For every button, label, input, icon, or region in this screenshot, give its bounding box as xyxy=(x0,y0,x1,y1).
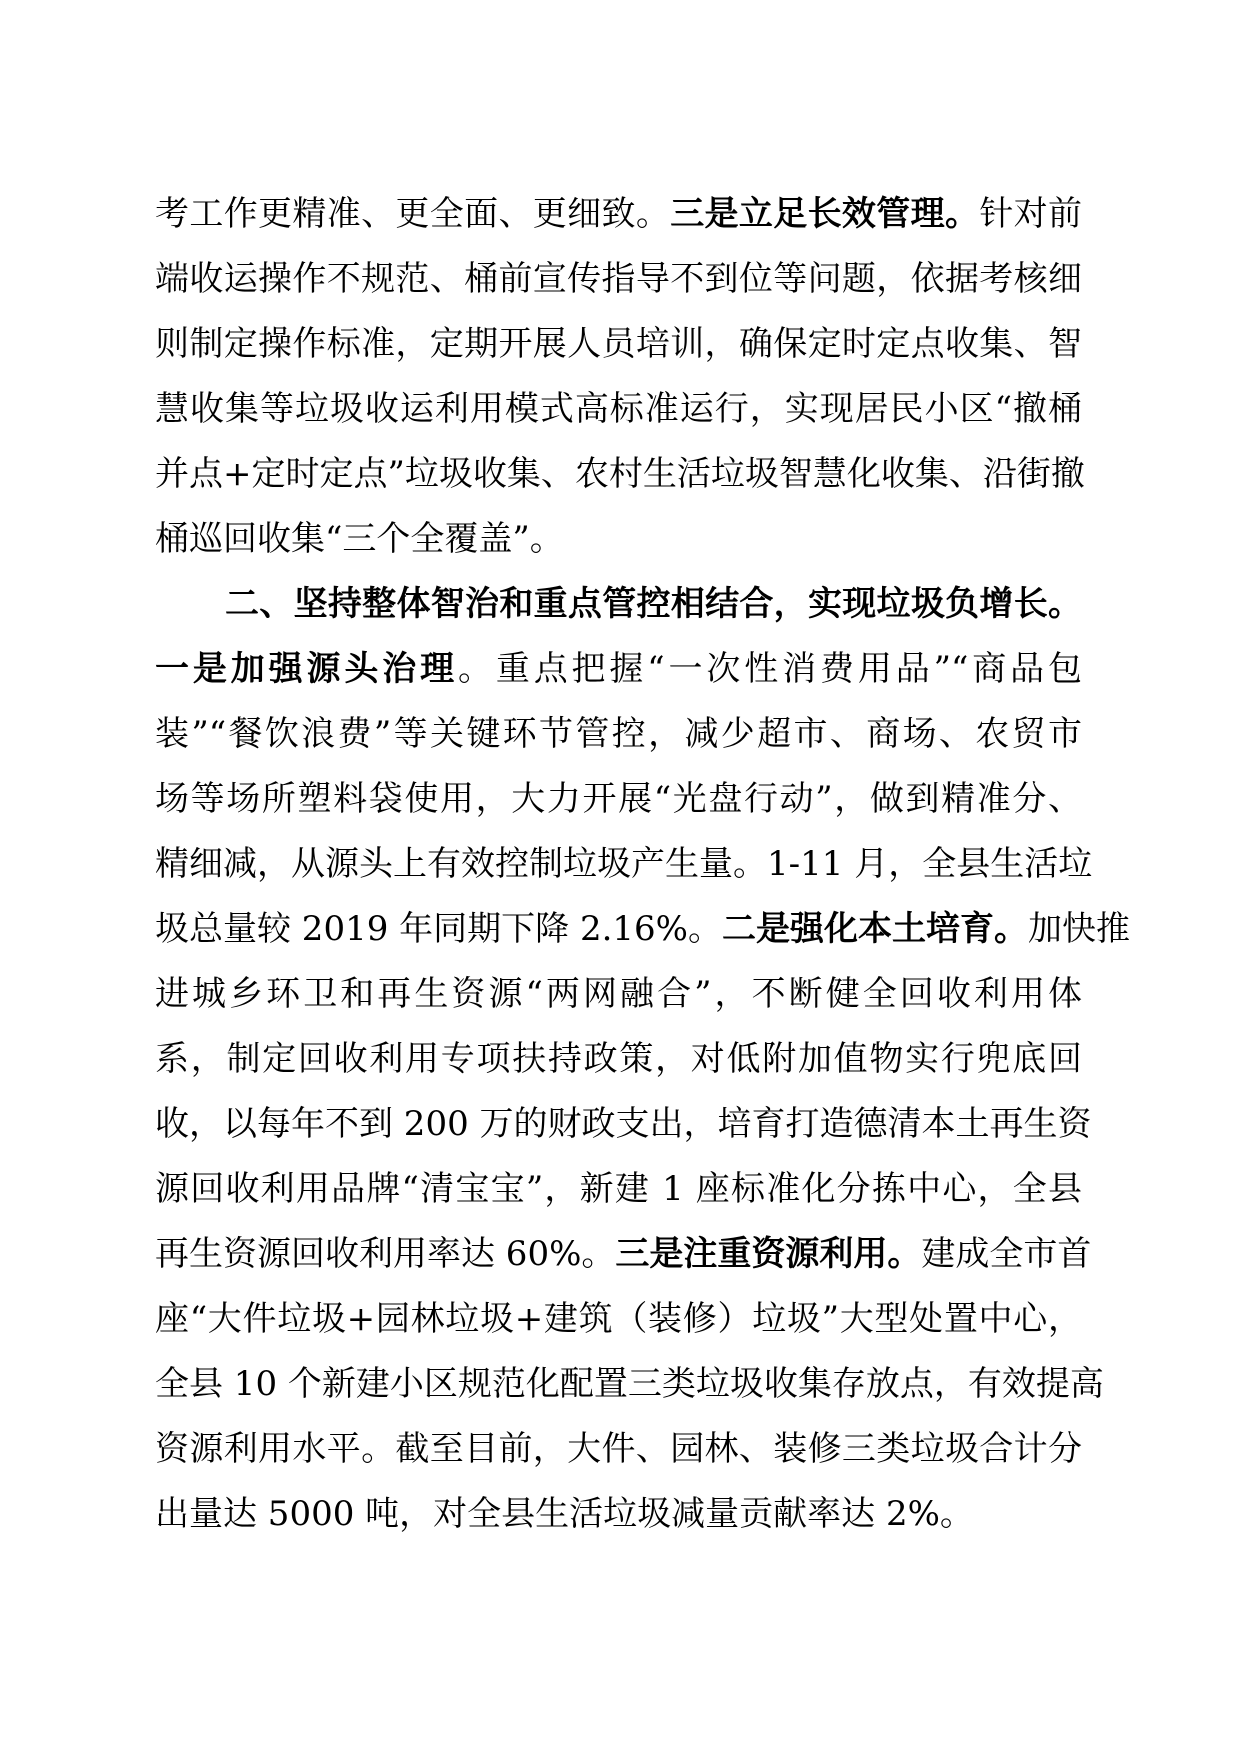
text-line xyxy=(155,1287,1082,1352)
text-line xyxy=(155,1027,1082,1092)
text-line xyxy=(155,1157,1082,1222)
body-text: 进城乡环卫和再生资源“两网融合”，不断健全回收利用体 xyxy=(155,974,1082,1014)
text-line xyxy=(155,377,1082,442)
text-line xyxy=(155,962,1082,1027)
body-text: 收，以每年不到 200 万的财政支出，培育打造德清本土再生资 xyxy=(155,1104,1092,1144)
body-text: 针对前 xyxy=(979,194,1083,234)
text-line xyxy=(155,247,1082,312)
bold-text: 二、坚持整体智治和重点管控相结合，实现垃圾负增长。 xyxy=(225,584,1082,624)
section-heading-line xyxy=(155,572,1082,637)
bold-text: 二是强化本土培育。 xyxy=(721,909,1028,949)
text-line xyxy=(155,767,1082,832)
text-line xyxy=(155,897,1130,962)
body-text: 装”“餐饮浪费”等关键环节管控，减少超市、商场、农贸市 xyxy=(155,714,1082,754)
body-text: 加快推 xyxy=(1027,909,1130,949)
body-text: 资源利用水平。截至目前，大件、园林、装修三类垃圾合计分 xyxy=(155,1429,1082,1469)
text-line xyxy=(155,507,1082,572)
text-line xyxy=(155,832,1093,897)
body-text: 则制定操作标准，定期开展人员培训，确保定时定点收集、智 xyxy=(155,324,1082,364)
body-text: 源回收利用品牌“清宝宝”，新建 1 座标准化分拣中心，全县 xyxy=(155,1169,1082,1209)
bold-text: 一是加强源头治理 xyxy=(155,649,458,689)
body-text: 出量达 5000 吨，对全县生活垃圾减量贡献率达 2%。 xyxy=(155,1494,974,1534)
text-line xyxy=(155,1417,1082,1482)
body-text: 系，制定回收利用专项扶持政策，对低附加值物实行兜底回 xyxy=(155,1039,1082,1079)
body-text: 考工作更精准、更全面、更细致。 xyxy=(155,194,671,234)
body-text: 慧收集等垃圾收运利用模式高标准运行，实现居民小区“撤桶 xyxy=(155,389,1082,429)
body-text: 建成全市首 xyxy=(921,1234,1092,1274)
text-line xyxy=(155,1482,1082,1547)
text-line xyxy=(155,1222,1092,1287)
text-line xyxy=(155,182,1082,247)
body-text: 端收运操作不规范、桶前宣传指导不到位等问题，依据考核细 xyxy=(155,259,1082,299)
body-text: 。重点把握“一次性消费用品”“商品包 xyxy=(457,649,1082,689)
bold-text: 三是注重资源利用。 xyxy=(615,1234,922,1274)
bold-text: 三是立足长效管理。 xyxy=(670,194,980,234)
text-line xyxy=(155,1092,1092,1157)
text-line xyxy=(155,312,1082,377)
body-text: 座“大件垃圾+园林垃圾+建筑（装修）垃圾”大型处置中心， xyxy=(155,1299,1082,1339)
body-text: 桶巡回收集“三个全覆盖”。 xyxy=(155,519,564,559)
text-line xyxy=(155,637,1082,702)
body-text: 并点+定时定点”垃圾收集、农村生活垃圾智慧化收集、沿街撤 xyxy=(155,454,1085,494)
body-text: 再生资源回收利用率达 60%。 xyxy=(155,1234,616,1274)
body-text: 全县 10 个新建小区规范化配置三类垃圾收集存放点，有效提高 xyxy=(155,1364,1104,1404)
body-text: 精细减，从源头上有效控制垃圾产生量。1-11 月，全县生活垃 xyxy=(155,844,1093,884)
text-line xyxy=(155,702,1082,767)
document-body xyxy=(155,182,1130,1547)
text-line xyxy=(155,442,1085,507)
text-line xyxy=(155,1352,1104,1417)
body-text: 场等场所塑料袋使用，大力开展“光盘行动”，做到精准分、 xyxy=(155,779,1082,819)
body-text: 圾总量较 2019 年同期下降 2.16%。 xyxy=(155,909,722,949)
